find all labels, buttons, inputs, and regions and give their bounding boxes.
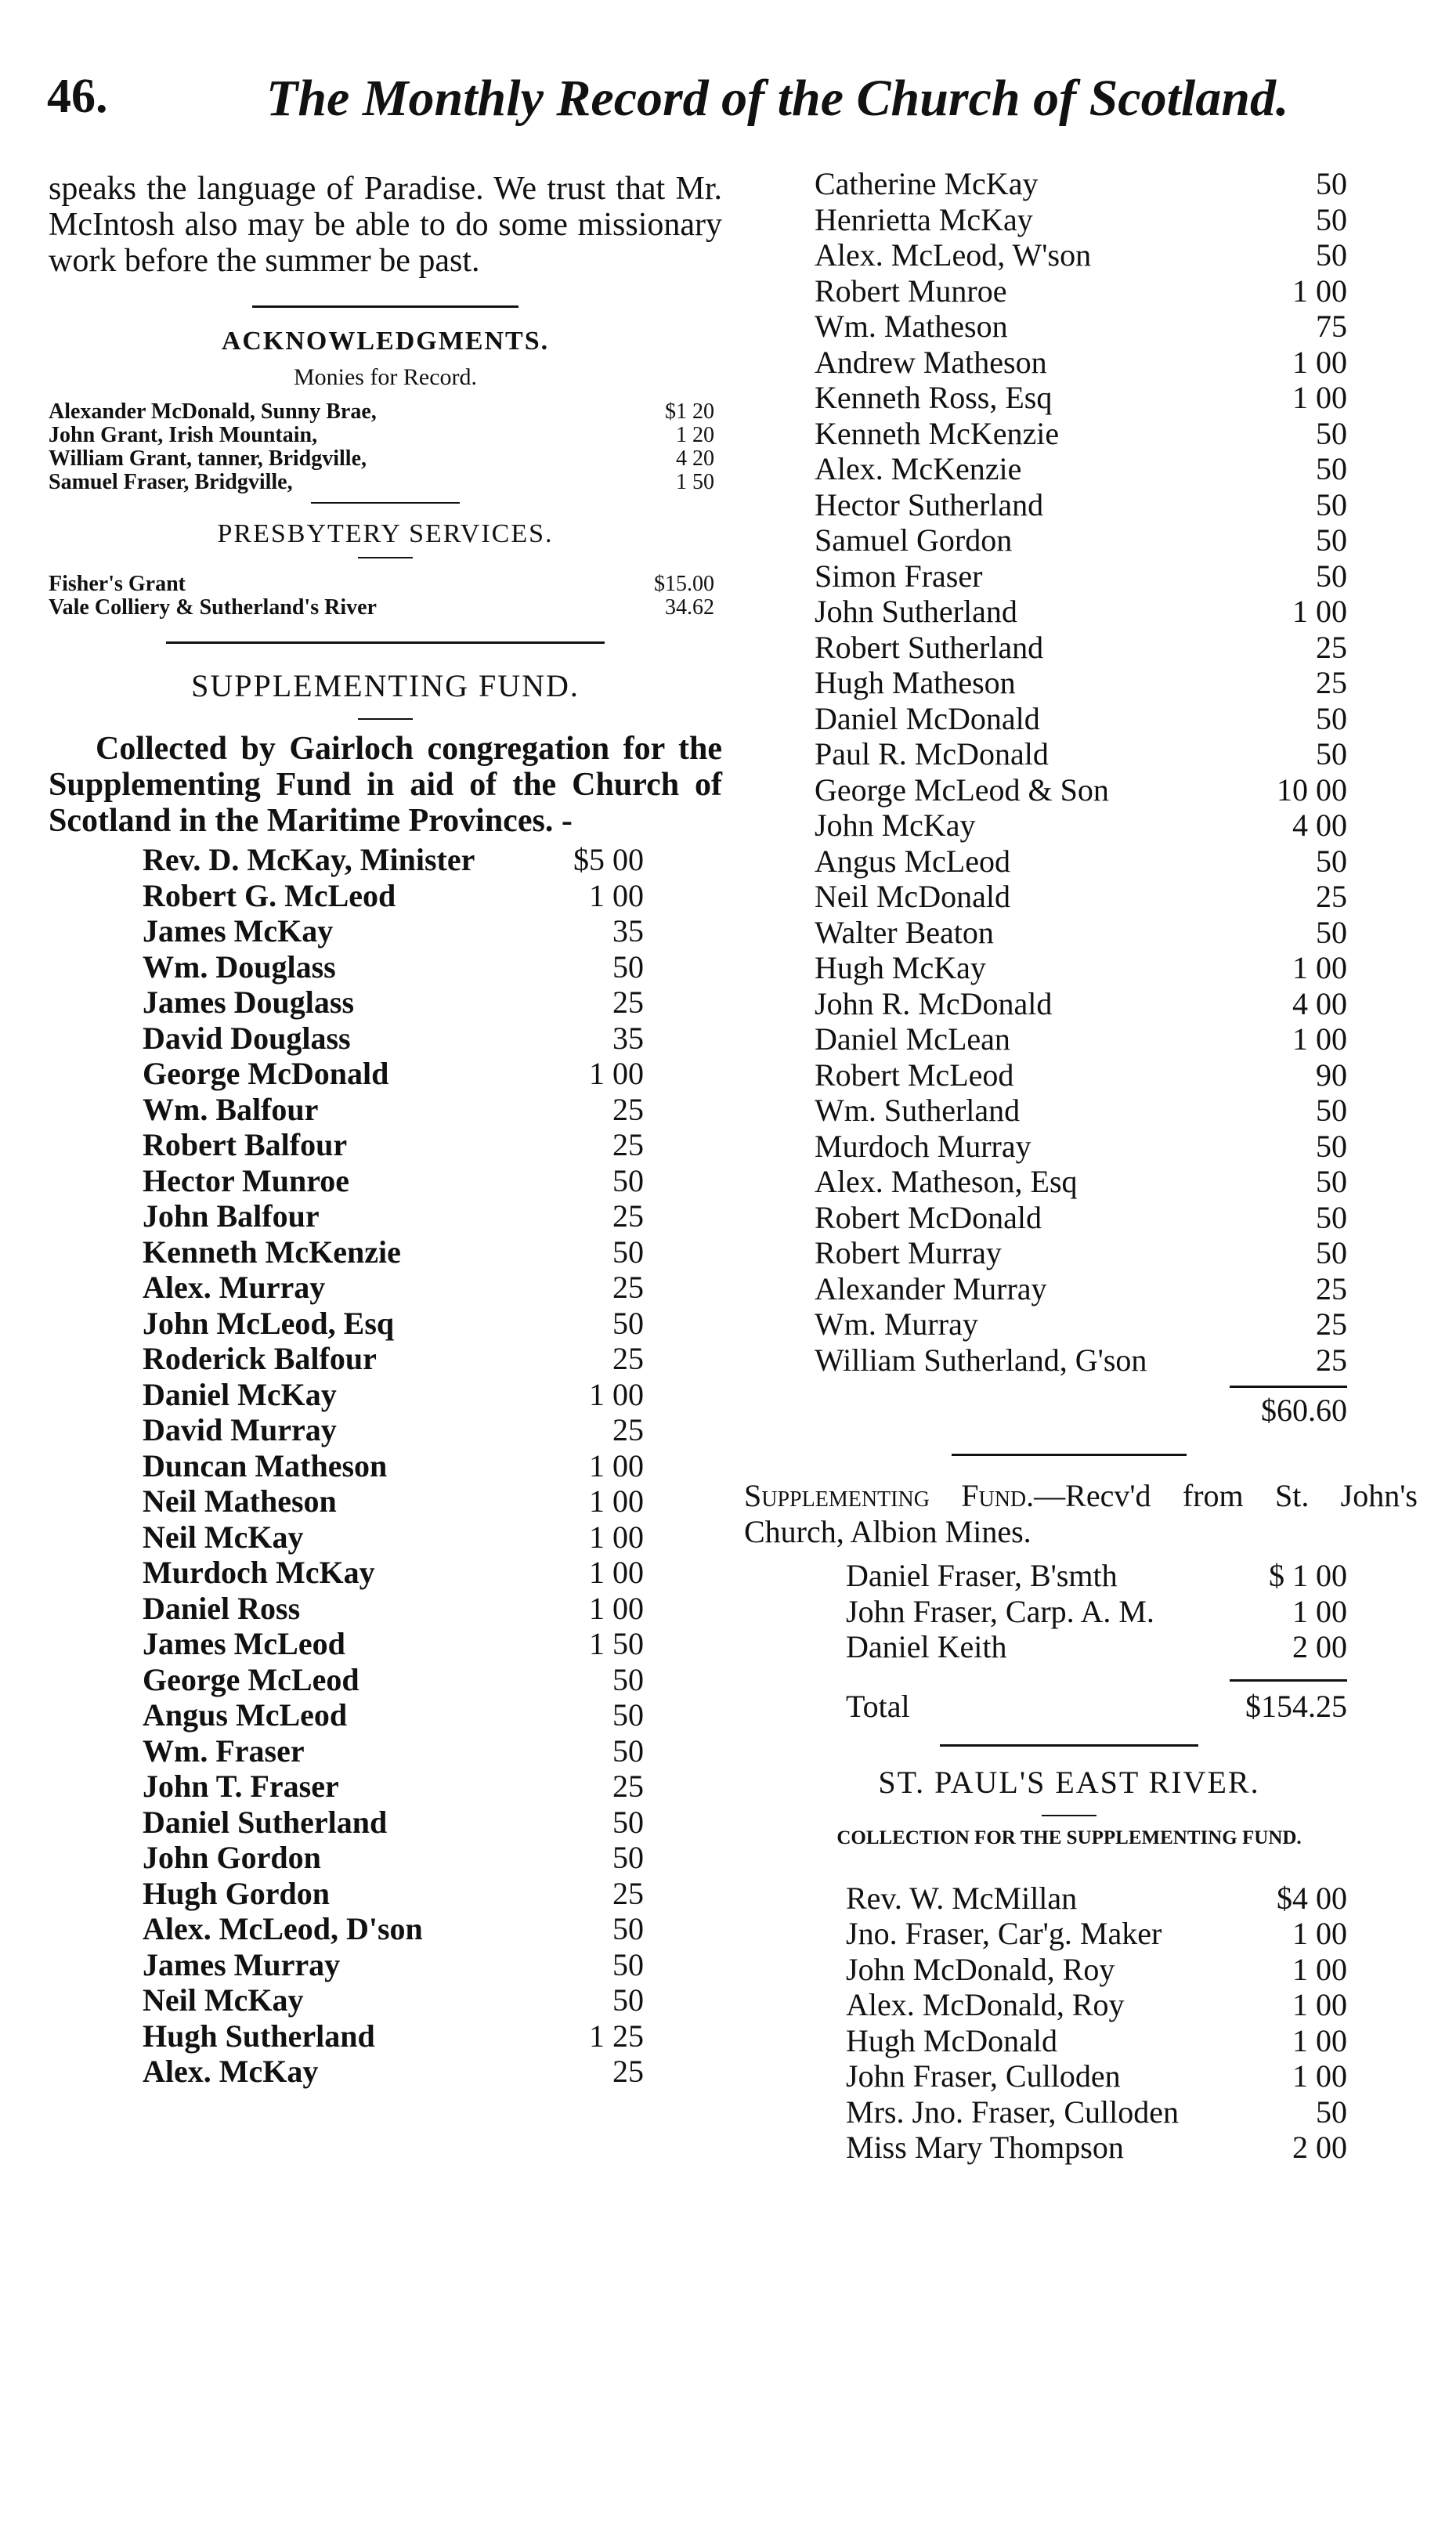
intro-paragraph: speaks the language of Paradise. We trust that Mr. McIntosh also may be able to do some missionary work before the summer be past.: [49, 171, 722, 279]
acknowledgment-name: Alexander McDonald, Sunny Brae,: [49, 399, 377, 424]
st-pauls-contributor-name: John McDonald, Roy: [846, 1951, 1115, 1987]
contributor-row: [49, 1341, 722, 1377]
contributor-name: Alex. Murray: [143, 1270, 326, 1305]
contributor-row: [49, 1127, 722, 1163]
contributor-name: Wm. Matheson: [815, 309, 1008, 344]
contributor-row: [49, 842, 722, 878]
contributor-row: [768, 1271, 1371, 1307]
contributor-row: [768, 380, 1371, 416]
contributor-amount: 25: [612, 1875, 644, 1911]
contributor-amount: 50: [612, 1733, 644, 1769]
divider: [952, 1454, 1187, 1456]
contributor-amount: 50: [612, 1661, 644, 1697]
contributor-name: Alex. McKay: [143, 2054, 319, 2089]
contributor-row: [49, 1626, 722, 1662]
acknowledgment-row: [49, 424, 714, 447]
contributor-amount: 1 00: [589, 1590, 644, 1626]
contributor-row: [49, 1697, 722, 1733]
contributor-amount: 25: [612, 2054, 644, 2089]
contributor-name: Daniel McLean: [815, 1021, 1010, 1057]
presbytery-amount: $15.00: [654, 572, 714, 596]
acknowledgment-row: [49, 400, 714, 424]
contributor-name: Roderick Balfour: [143, 1341, 377, 1376]
st-pauls-contributor-row: [768, 1952, 1371, 1988]
acknowledgment-amount: 1 50: [676, 470, 714, 494]
supplementing-fund-total: $60.60: [1261, 1393, 1347, 1428]
contributor-name: Hugh Sutherland: [143, 2018, 375, 2054]
contributor-row: [49, 1982, 722, 2018]
contributor-amount: 50: [612, 1982, 644, 2018]
contributor-name: Neil McDonald: [815, 879, 1010, 914]
contributor-name: John Sutherland: [815, 594, 1017, 629]
contributor-row: [49, 1306, 722, 1342]
contributor-amount: 25: [612, 1270, 644, 1305]
total-rule: [1230, 1679, 1347, 1682]
contributor-row: [49, 2054, 722, 2090]
contributor-name: Wm. Sutherland: [815, 1093, 1021, 1128]
st-johns-heading-caps: Supplementing Fund.: [744, 1478, 1035, 1513]
contributor-name: Robert G. McLeod: [143, 877, 396, 913]
contributor-name: Simon Fraser: [815, 558, 983, 594]
contributor-amount: 50: [612, 949, 644, 985]
st-pauls-contributor-amount: 50: [1316, 2094, 1347, 2130]
presbytery-list: [49, 573, 722, 620]
st-johns-list: [768, 1558, 1371, 1665]
contributor-name: Wm. Douglass: [143, 949, 336, 985]
contributor-name: Rev. D. McKay, Minister: [143, 842, 475, 877]
divider: [358, 718, 413, 720]
contributor-name: Hugh McKay: [815, 950, 986, 985]
contributor-name: Kenneth Ross, Esq: [815, 380, 1053, 415]
contributor-name: Samuel Gordon: [815, 522, 1013, 558]
contributor-name: Daniel McKay: [143, 1376, 337, 1412]
st-johns-total-label: Total: [846, 1688, 910, 1724]
presbytery-row: [49, 573, 714, 596]
contributor-amount: 1 00: [1292, 950, 1347, 985]
st-pauls-contributor-name: Miss Mary Thompson: [846, 2130, 1124, 2165]
st-pauls-contributor-name: Rev. W. McMillan: [846, 1880, 1078, 1916]
contributor-row: [49, 1056, 722, 1092]
presbytery-name: Vale Colliery & Sutherland's River: [49, 595, 377, 620]
contributor-amount: 50: [1316, 1199, 1347, 1235]
contributor-amount: 25: [612, 1769, 644, 1804]
contributor-amount: 50: [1316, 166, 1347, 201]
page-header: [47, 69, 1289, 139]
divider: [166, 641, 605, 644]
st-pauls-contributor-name: John Fraser, Culloden: [846, 2058, 1121, 2094]
contributor-name: Robert Balfour: [143, 1127, 348, 1162]
contributor-row: [49, 949, 722, 985]
contributor-row: [768, 665, 1371, 701]
left-column: [49, 171, 722, 2090]
contributor-name: Alex. Matheson, Esq: [815, 1164, 1078, 1199]
contributor-name: Daniel Ross: [143, 1590, 301, 1626]
contributor-row: [768, 808, 1371, 844]
st-pauls-contributor-amount: 1 00: [1292, 2058, 1347, 2094]
contributor-name: Alex. McLeod, D'son: [143, 1911, 423, 1946]
contributor-amount: 90: [1316, 1057, 1347, 1093]
contributor-amount: 1 00: [1292, 380, 1347, 415]
acknowledgment-name: Samuel Fraser, Bridgville,: [49, 470, 293, 494]
supplementing-fund-list-left: [49, 842, 722, 2090]
contributor-name: Paul R. McDonald: [815, 736, 1049, 771]
contributor-amount: 50: [612, 1946, 644, 1982]
presbytery-amount: 34.62: [665, 595, 714, 620]
contributor-row: [49, 1092, 722, 1128]
contributor-amount: 1 00: [1292, 273, 1347, 309]
st-pauls-contributor-amount: 1 00: [1292, 1916, 1347, 1951]
contributor-name: James McLeod: [143, 1626, 345, 1661]
contributor-name: Murdoch McKay: [143, 1555, 375, 1590]
contributor-row: [49, 1555, 722, 1591]
contributor-amount: $5 00: [573, 842, 644, 877]
contributor-name: David Murray: [143, 1412, 337, 1447]
contributor-row: [49, 913, 722, 949]
st-johns-contributor-amount: $ 1 00: [1269, 1558, 1347, 1593]
contributor-row: [768, 202, 1371, 238]
contributor-row: [768, 844, 1371, 880]
st-johns-total-row: [768, 1688, 1371, 1725]
st-pauls-contributor-amount: 1 00: [1292, 1951, 1347, 1987]
divider: [1042, 1815, 1097, 1816]
contributor-name: George McLeod & Son: [815, 771, 1109, 808]
contributor-name: Walter Beaton: [815, 914, 994, 950]
contributor-row: [768, 630, 1371, 666]
st-johns-contributor-row: [768, 1558, 1371, 1594]
contributor-name: Hector Munroe: [143, 1162, 350, 1198]
st-johns-heading-rest: —Recv'd from St. John's Church, Albion Mines.: [744, 1478, 1418, 1549]
st-pauls-contributor-amount: 1 00: [1292, 2022, 1347, 2058]
st-pauls-contributor-name: Jno. Fraser, Car'g. Maker: [846, 1916, 1162, 1951]
st-pauls-contributor-amount: 2 00: [1292, 2130, 1347, 2165]
contributor-row: [49, 1733, 722, 1769]
contributor-amount: 25: [1316, 879, 1347, 914]
contributor-amount: 50: [1316, 486, 1347, 522]
contributor-row: [768, 736, 1371, 772]
contributor-name: Robert Sutherland: [815, 629, 1044, 665]
st-johns-contributor-amount: 1 00: [1292, 1593, 1347, 1629]
contributor-amount: 25: [612, 1341, 644, 1376]
contributor-row: [768, 1129, 1371, 1165]
contributor-name: John McKay: [815, 808, 976, 843]
contributor-name: Henrietta McKay: [815, 201, 1033, 237]
contributor-row: [768, 1021, 1371, 1057]
acknowledgment-amount: 4 20: [676, 446, 714, 471]
acknowledgments-subheading: Monies for Record.: [293, 364, 478, 390]
contributor-row: [768, 701, 1371, 737]
supplementing-fund-heading: SUPPLEMENTING FUND.: [191, 668, 580, 703]
contributor-amount: 1 00: [589, 1555, 644, 1590]
contributor-amount: 50: [612, 1804, 644, 1840]
supplementing-fund-list-right: [768, 166, 1371, 1378]
contributor-row: [49, 2018, 722, 2054]
contributor-amount: 1 00: [589, 877, 644, 913]
contributor-amount: 25: [1316, 629, 1347, 665]
contributor-name: Robert Munroe: [815, 273, 1007, 309]
contributor-amount: 50: [1316, 201, 1347, 237]
contributor-row: [49, 1412, 722, 1448]
contributor-name: Andrew Matheson: [815, 344, 1047, 380]
st-pauls-contributor-amount: $4 00: [1277, 1880, 1347, 1916]
contributor-row: [768, 558, 1371, 594]
contributor-name: George McLeod: [143, 1661, 359, 1697]
contributor-amount: 10 00: [1277, 771, 1347, 808]
st-johns-contributor-row: [768, 1594, 1371, 1630]
contributor-amount: 50: [1316, 522, 1347, 558]
contributor-amount: 1 50: [589, 1626, 644, 1661]
contributor-amount: 1 00: [589, 1376, 644, 1412]
contributor-row: [49, 1947, 722, 1983]
st-pauls-contributor-row: [768, 2023, 1371, 2059]
contributor-name: Duncan Matheson: [143, 1447, 388, 1483]
presbytery-row: [49, 596, 714, 620]
contributor-name: Hugh Matheson: [815, 665, 1016, 700]
contributor-amount: 50: [612, 1911, 644, 1946]
contributor-name: James Douglass: [143, 985, 355, 1020]
contributor-name: John McLeod, Esq: [143, 1305, 395, 1341]
contributor-amount: 1 00: [589, 1447, 644, 1483]
acknowledgment-row: [49, 447, 714, 471]
contributor-amount: 50: [1316, 914, 1347, 950]
contributor-amount: 50: [612, 1162, 644, 1198]
contributor-amount: 25: [612, 1127, 644, 1162]
contributor-name: Angus McLeod: [143, 1697, 348, 1733]
st-pauls-contributor-row: [768, 2058, 1371, 2094]
contributor-row: [768, 166, 1371, 202]
contributor-amount: 25: [612, 985, 644, 1020]
contributor-amount: 1 00: [1292, 344, 1347, 380]
contributor-row: [49, 1377, 722, 1413]
contributor-amount: 50: [1316, 415, 1347, 451]
contributor-amount: 50: [1316, 736, 1347, 771]
acknowledgment-row: [49, 471, 714, 494]
contributor-row: [768, 522, 1371, 558]
contributor-amount: 25: [1316, 1306, 1347, 1342]
contributor-row: [768, 1093, 1371, 1129]
contributor-amount: 50: [1316, 237, 1347, 273]
contributor-row: [49, 1483, 722, 1519]
st-johns-total: $154.25: [1245, 1688, 1347, 1724]
contributor-row: [49, 1876, 722, 1912]
divider: [940, 1744, 1198, 1747]
contributor-name: Kenneth McKenzie: [815, 415, 1060, 451]
contributor-amount: 75: [1316, 309, 1347, 344]
contributor-row: [768, 309, 1371, 345]
contributor-name: Alexander Murray: [815, 1270, 1047, 1306]
contributor-name: Daniel Sutherland: [143, 1804, 388, 1840]
contributor-amount: 25: [1316, 1270, 1347, 1306]
contributor-name: Neil Matheson: [143, 1483, 337, 1519]
contributor-amount: 50: [1316, 1093, 1347, 1128]
contributor-row: [768, 451, 1371, 487]
st-pauls-contributor-row: [768, 1916, 1371, 1952]
contributor-amount: 25: [1316, 665, 1347, 700]
contributor-name: Wm. Murray: [815, 1306, 978, 1342]
contributor-name: Kenneth McKenzie: [143, 1234, 401, 1270]
acknowledgment-amount: 1 20: [676, 423, 714, 447]
st-pauls-contributor-name: Mrs. Jno. Fraser, Culloden: [846, 2094, 1180, 2130]
contributor-row: [768, 487, 1371, 523]
contributor-name: Daniel McDonald: [815, 700, 1040, 736]
contributor-row: [768, 1200, 1371, 1236]
contributor-amount: 50: [1316, 700, 1347, 736]
contributor-amount: 50: [1316, 451, 1347, 486]
st-johns-heading: [744, 1478, 1418, 1550]
contributor-name: John R. McDonald: [815, 985, 1053, 1021]
contributor-amount: 25: [1316, 1342, 1347, 1378]
st-pauls-contributor-row: [768, 1987, 1371, 2023]
contributor-row: [768, 345, 1371, 381]
contributor-row: [49, 878, 722, 914]
contributor-name: James Murray: [143, 1946, 341, 1982]
contributor-row: [768, 1342, 1371, 1379]
st-pauls-contributor-amount: 1 00: [1292, 1987, 1347, 2022]
contributor-row: [49, 1234, 722, 1270]
st-johns-contributor-name: Daniel Keith: [846, 1629, 1007, 1664]
contributor-name: Neil McKay: [143, 1982, 304, 2018]
st-pauls-subheading: COLLECTION FOR THE SUPPLEMENTING FUND.: [836, 1827, 1302, 1848]
contributor-name: Robert McDonald: [815, 1199, 1042, 1235]
contributor-row: [49, 1805, 722, 1841]
contributor-row: [49, 1198, 722, 1234]
contributor-row: [49, 1021, 722, 1057]
st-pauls-list: [768, 1881, 1371, 2166]
contributor-amount: 50: [1316, 1164, 1347, 1199]
contributor-name: John Balfour: [143, 1198, 320, 1234]
acknowledgments-heading: ACKNOWLEDGMENTS.: [221, 327, 550, 356]
contributor-name: Murdoch Murray: [815, 1128, 1031, 1164]
st-johns-contributor-name: John Fraser, Carp. A. M.: [846, 1593, 1154, 1629]
contributor-name: Robert McLeod: [815, 1057, 1014, 1093]
contributor-row: [768, 915, 1371, 951]
contributor-row: [768, 1306, 1371, 1342]
contributor-amount: 1 00: [589, 1519, 644, 1555]
contributor-row: [768, 416, 1371, 452]
acknowledgment-amount: $1 20: [665, 399, 714, 424]
contributor-amount: 50: [612, 1840, 644, 1875]
contributor-name: Alex. McKenzie: [815, 451, 1022, 486]
page-number: 46.: [47, 70, 108, 123]
contributor-row: [49, 1591, 722, 1627]
presbytery-heading: PRESBYTERY SERVICES.: [217, 519, 554, 548]
contributor-amount: 1 00: [1292, 1021, 1347, 1057]
contributor-name: Hector Sutherland: [815, 486, 1044, 522]
contributor-name: Alex. McLeod, W'son: [815, 237, 1092, 273]
contributor-row: [768, 1235, 1371, 1271]
contributor-row: [49, 1519, 722, 1556]
divider: [358, 557, 413, 558]
contributor-name: Hugh Gordon: [143, 1875, 330, 1911]
contributor-amount: 25: [612, 1091, 644, 1127]
contributor-row: [768, 879, 1371, 915]
contributor-amount: 35: [612, 1020, 644, 1056]
contributor-amount: 50: [612, 1234, 644, 1270]
contributor-name: Wm. Balfour: [143, 1091, 319, 1127]
contributor-row: [768, 772, 1371, 808]
contributor-row: [768, 237, 1371, 273]
contributor-row: [768, 594, 1371, 630]
contributor-name: William Sutherland, G'son: [815, 1342, 1147, 1378]
contributor-row: [768, 1057, 1371, 1093]
st-pauls-contributor-row: [768, 2130, 1371, 2166]
contributor-name: Angus McLeod: [815, 843, 1010, 879]
acknowledgments-list: [49, 400, 722, 494]
contributor-name: John T. Fraser: [143, 1769, 339, 1804]
contributor-amount: 1 25: [589, 2018, 644, 2054]
contributor-row: [768, 273, 1371, 309]
contributor-amount: 50: [1316, 558, 1347, 594]
contributor-row: [49, 1911, 722, 1947]
contributor-row: [768, 1164, 1371, 1200]
contributor-row: [768, 950, 1371, 986]
divider: [311, 502, 460, 504]
st-johns-contributor-name: Daniel Fraser, B'smth: [846, 1558, 1118, 1593]
contributor-name: Robert Murray: [815, 1235, 1002, 1270]
acknowledgment-name: John Grant, Irish Mountain,: [49, 423, 318, 447]
contributor-amount: 1 00: [589, 1056, 644, 1091]
st-pauls-contributor-name: Hugh McDonald: [846, 2022, 1057, 2058]
contributor-amount: 1 00: [1292, 594, 1347, 629]
contributor-name: John Gordon: [143, 1840, 321, 1875]
contributor-row: [768, 986, 1371, 1022]
divider: [252, 305, 518, 308]
st-pauls-heading: ST. PAUL'S EAST RIVER.: [878, 1764, 1260, 1800]
contributor-amount: 4 00: [1292, 985, 1347, 1021]
st-pauls-contributor-name: Alex. McDonald, Roy: [846, 1987, 1125, 2022]
contributor-amount: 1 00: [589, 1483, 644, 1519]
contributor-name: James McKay: [143, 913, 334, 949]
page-title: The Monthly Record of the Church of Scotland.: [266, 70, 1289, 127]
contributor-amount: 50: [1316, 1128, 1347, 1164]
contributor-row: [49, 1769, 722, 1805]
contributor-name: Neil McKay: [143, 1519, 304, 1555]
contributor-name: Catherine McKay: [815, 166, 1039, 201]
supplementing-fund-intro: Collected by Gairloch congregation for the Supplementing Fund in aid of the Church of Scotland in the Maritime Provinces. -: [49, 731, 722, 839]
contributor-amount: 50: [1316, 843, 1347, 879]
contributor-amount: 50: [612, 1305, 644, 1341]
contributor-amount: 35: [612, 913, 644, 949]
contributor-row: [49, 1163, 722, 1199]
contributor-row: [49, 1270, 722, 1306]
contributor-amount: 50: [1316, 1235, 1347, 1270]
acknowledgment-name: William Grant, tanner, Bridgville,: [49, 446, 367, 471]
contributor-name: David Douglass: [143, 1020, 351, 1056]
contributor-row: [49, 1662, 722, 1698]
right-column: [744, 166, 1418, 2166]
st-pauls-contributor-row: [768, 1881, 1371, 1917]
st-johns-contributor-amount: 2 00: [1292, 1629, 1347, 1664]
st-pauls-contributor-row: [768, 2094, 1371, 2130]
total-rule: [1230, 1386, 1347, 1388]
presbytery-name: Fisher's Grant: [49, 572, 186, 596]
st-johns-contributor-row: [768, 1629, 1371, 1665]
contributor-amount: 50: [612, 1697, 644, 1733]
contributor-name: Wm. Fraser: [143, 1733, 305, 1769]
contributor-name: George McDonald: [143, 1056, 389, 1091]
contributor-row: [49, 985, 722, 1021]
contributor-amount: 25: [612, 1198, 644, 1234]
contributor-amount: 4 00: [1292, 808, 1347, 843]
contributor-row: [49, 1840, 722, 1876]
contributor-row: [49, 1448, 722, 1484]
contributor-amount: 25: [612, 1412, 644, 1447]
